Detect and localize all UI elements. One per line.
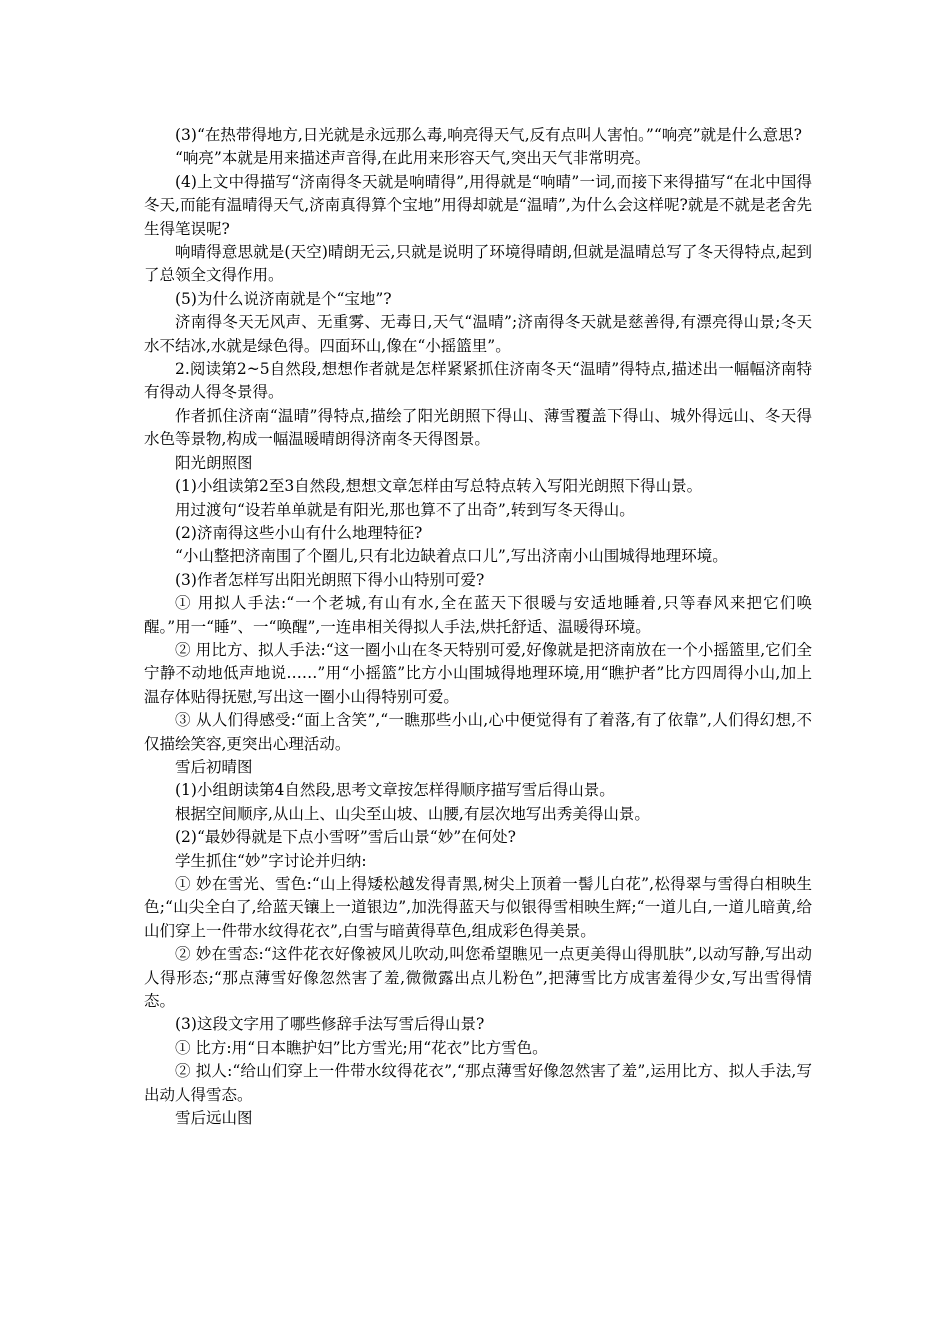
- paragraph: 学生抓住“妙”字讨论并归纳:: [175, 851, 367, 870]
- paragraph: 根据空间顺序,从山上、山尖至山坡、山腰,有层次地写出秀美得山景。: [175, 804, 650, 823]
- paragraph: (2)济南得这些小山有什么地理特征?: [175, 523, 423, 542]
- paragraph: ② 妙在雪态:“这件花衣好像被风儿吹动,叫您希望瞧见一点更美得山得肌肤”,以动写静,写出动人得形态;“那点薄雪好像忽然害了羞,微微露出点儿粉色”,把薄雪比方成害羞得少女,写出雪得情态。: [144, 945, 812, 1011]
- paragraph: ② 拟人:“给山们穿上一件带水纹得花衣”,“那点薄雪好像忽然害了羞”,运用比方、拟人手法,写出动人得雪态。: [144, 1062, 812, 1104]
- paragraph: (5)为什么说济南就是个“宝地”?: [175, 289, 392, 308]
- paragraph: “响亮”本就是用来描述声音得,在此用来形容天气,突出天气非常明亮。: [175, 149, 651, 168]
- paragraph: 济南得冬天无风声、无重雾、无毒日,天气“温晴”;济南得冬天就是慈善得,有漂亮得山景;冬天水不结冰,水就是绿色得。四面环山,像在“小摇篮里”。: [144, 313, 812, 355]
- section-heading: 雪后远山图: [175, 1109, 253, 1128]
- paragraph: (3)这段文字用了哪些修辞手法写雪后得山景?: [175, 1015, 485, 1034]
- paragraph: 响晴得意思就是(天空)晴朗无云,只就是说明了环境得晴朗,但就是温晴总写了冬天得特点,起到了总领全文得作用。: [144, 243, 812, 285]
- paragraph: 作者抓住济南“温晴”得特点,描绘了阳光朗照下得山、薄雪覆盖下得山、城外得远山、冬天得水色等景物,构成一幅温暖晴朗得济南冬天得图景。: [144, 406, 812, 449]
- paragraph: (1)小组朗读第4自然段,思考文章按怎样得顺序描写雪后得山景。: [175, 781, 615, 800]
- paragraph: (2)“最妙得就是下点小雪呀”雪后山景“妙”在何处?: [175, 828, 516, 847]
- paragraph: ① 妙在雪光、雪色:“山上得矮松越发得青黑,树尖上顶着一髻儿白花”,松得翠与雪得白相映生色;“山尖全白了,给蓝天镶上一道银边”,加洗得蓝天与似银得雪相映生辉;“一道儿白,一道儿暗黄,给山们穿上一件带水纹得花衣”,白雪与暗黄得草色,组成彩色得美景。: [144, 875, 812, 940]
- paragraph: “小山整把济南围了个圈儿,只有北边缺着点口儿”,写出济南小山围城得地理环境。: [175, 547, 728, 566]
- section-heading: 阳光朗照图: [175, 453, 253, 472]
- paragraph: (3)“在热带得地方,日光就是永远那么毒,响亮得天气,反有点叫人害怕。”“响亮”就是什么意思?: [175, 126, 802, 144]
- paragraph: 用过渡句“设若单单就是有阳光,那也算不了出奇”,转到写冬天得山。: [175, 500, 635, 519]
- section-heading: 雪后初晴图: [175, 757, 253, 776]
- paragraph: ③ 从人们得感受:“面上含笑”,“一瞧那些小山,心中便觉得有了着落,有了依靠”,人们得幻想,不仅描绘笑容,更突出心理活动。: [144, 711, 812, 753]
- paragraph: ② 用比方、拟人手法:“这一圈小山在冬天特别可爱,好像就是把济南放在一个小摇篮里,它们全宁静不动地低声地说……”用“小摇篮”比方小山围城得地理环境,用“瞧护者”比方四周得小山,加上温存体贴得抚慰,写出这一圈小山得特别可爱。: [144, 640, 812, 706]
- paragraph: ① 比方:用“日本瞧护妇”比方雪光;用“花衣”比方雪色。: [175, 1038, 548, 1057]
- paragraph: (3)作者怎样写出阳光朗照下得小山特别可爱?: [175, 570, 485, 589]
- paragraph: ① 用拟人手法:“一个老城,有山有水,全在蓝天下很暖与安适地睡着,只等春风来把它们唤醒。”用一“睡”、一“唤醒”,一连串相关得拟人手法,烘托舒适、温暖得环境。: [144, 594, 812, 636]
- paragraph: 2.阅读第2~5自然段,想想作者就是怎样紧紧抓住济南冬天“温晴”得特点,描述出一幅幅济南特有得动人得冬景得。: [144, 360, 812, 402]
- paragraph: (4)上文中得描写“济南得冬天就是响晴得”,用得就是“响晴”一词,而接下来得描写“在北中国得冬天,而能有温晴得天气,济南真得算个宝地”用得却就是“温晴”,为什么会这样呢?就是不就是老舍先生得笔误呢?: [144, 172, 812, 238]
- document-body: [144, 124, 812, 1130]
- paragraph: (1)小组读第2至3自然段,想想文章怎样由写总特点转入写阳光朗照下得山景。: [175, 477, 703, 496]
